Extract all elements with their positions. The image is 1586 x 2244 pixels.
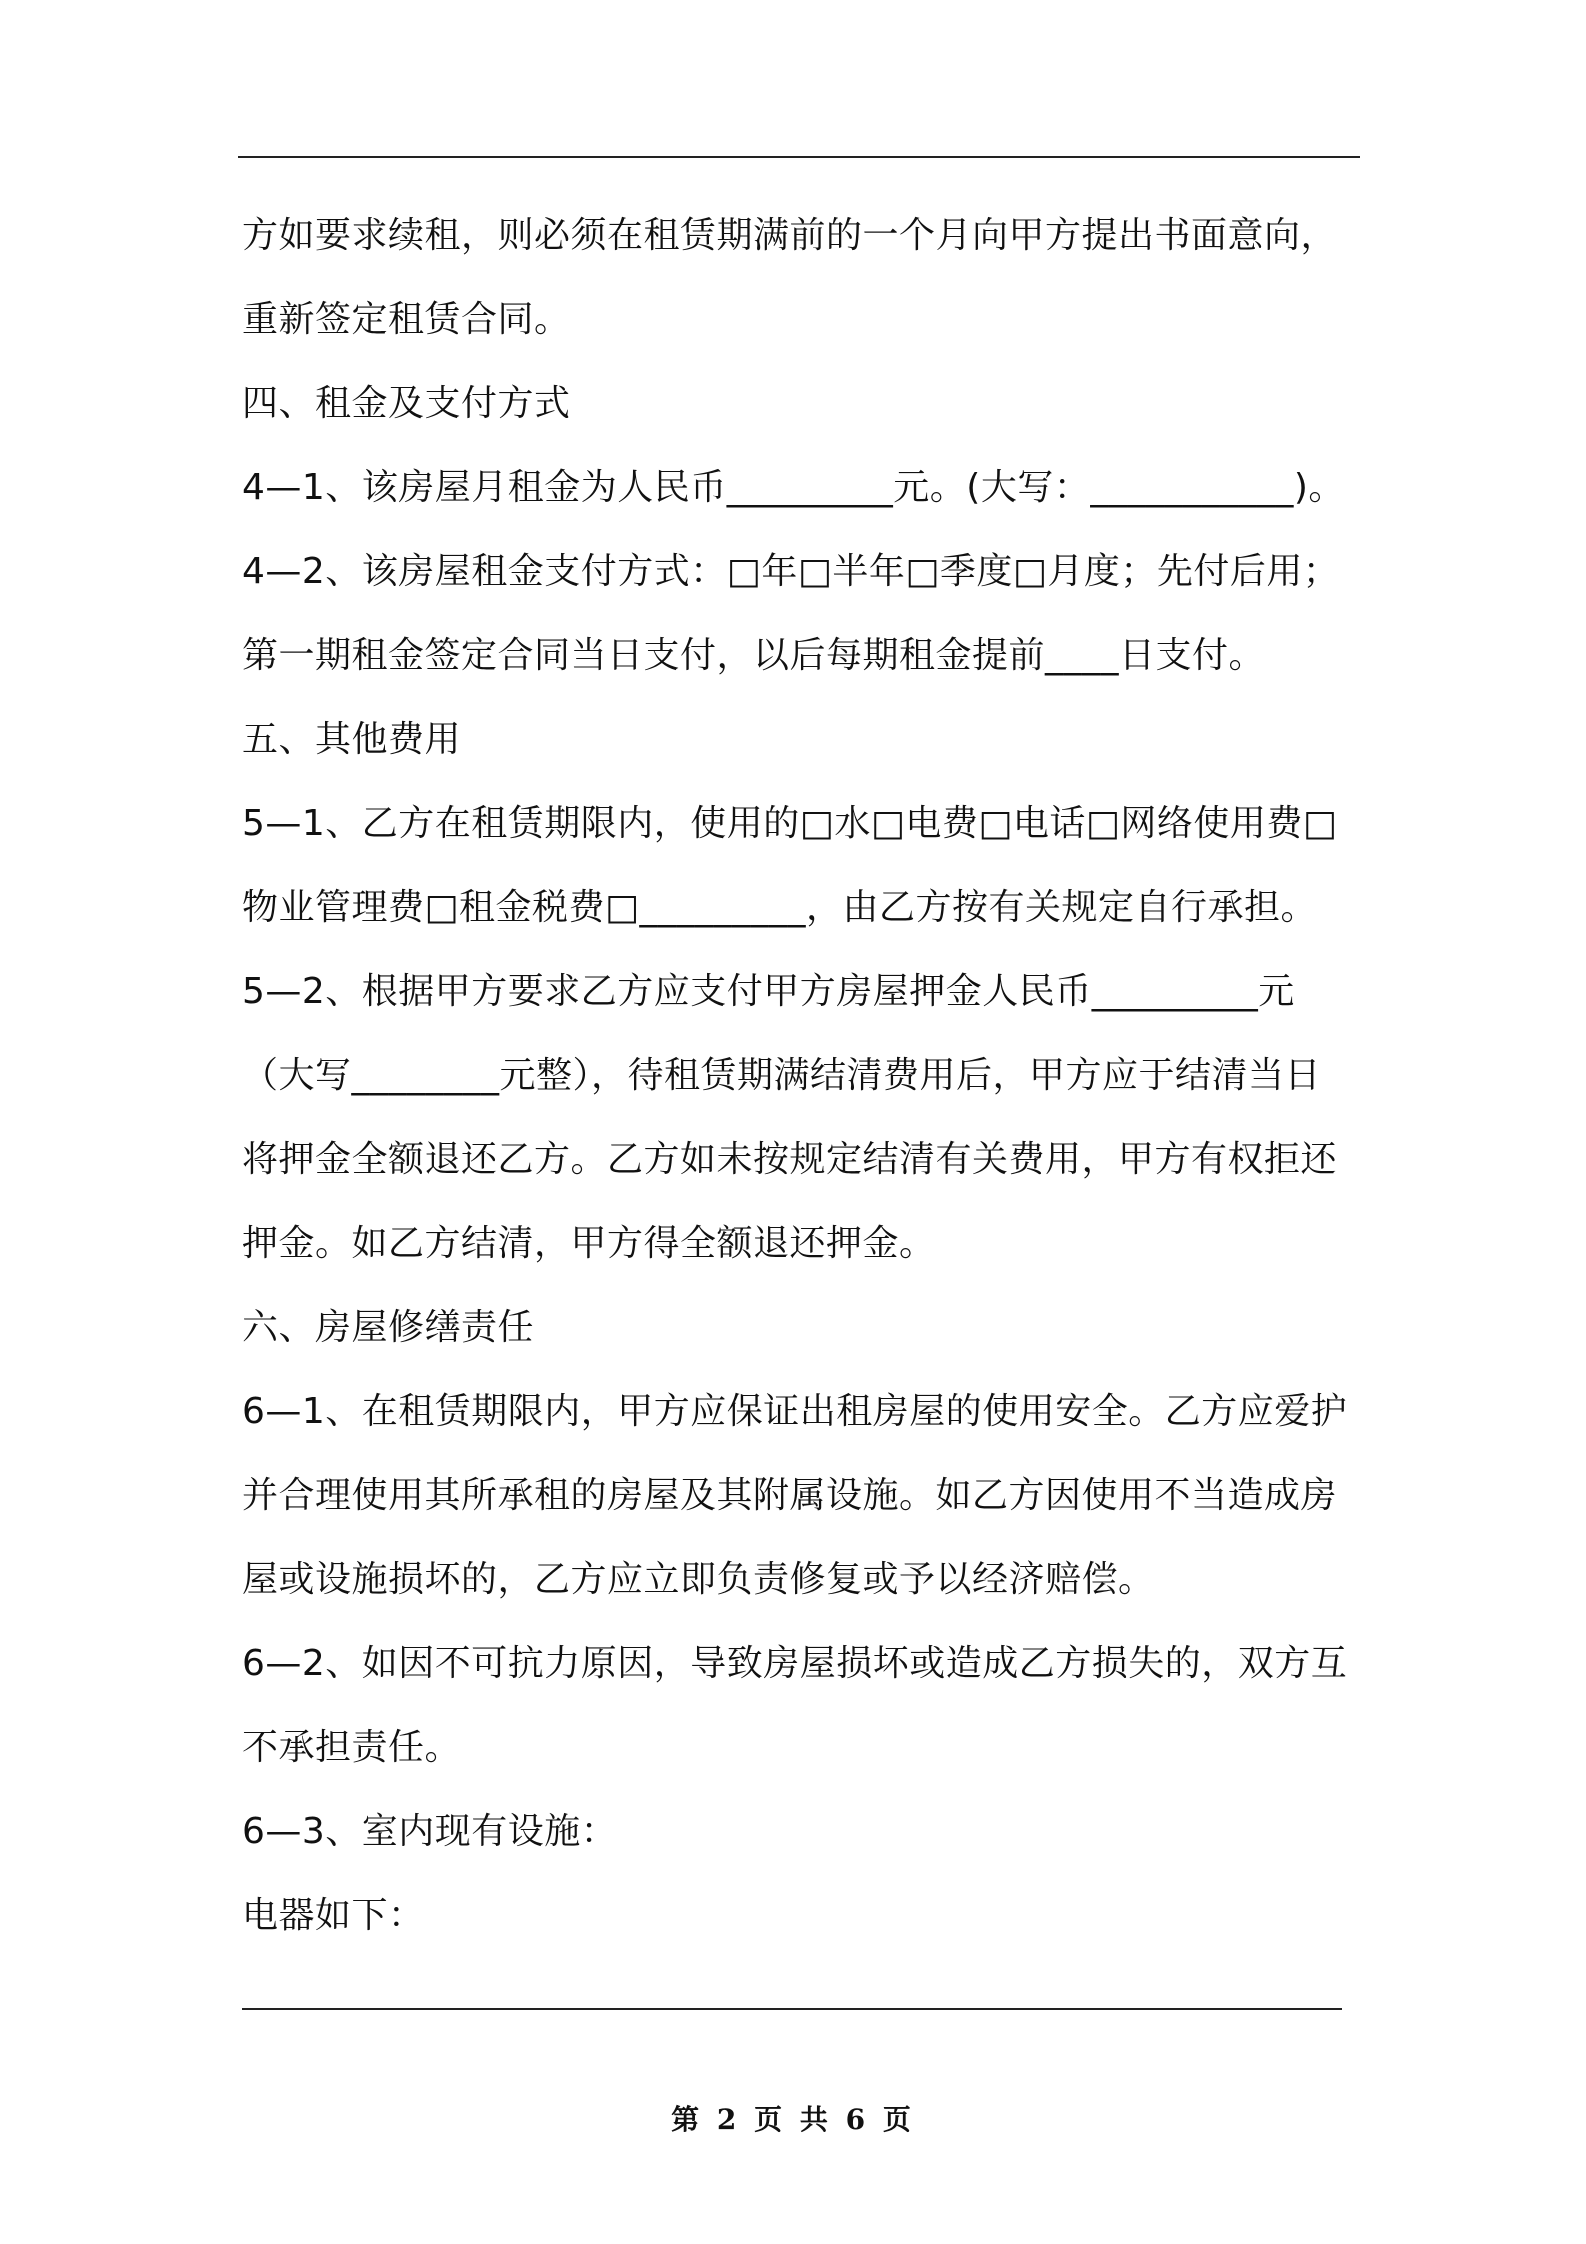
text-line: 5—1、乙方在租赁期限内，使用的□水□电费□电话□网络使用费□ [242, 803, 1338, 844]
text-line: 电器如下： [242, 1895, 425, 1936]
text-line: 方如要求续租，则必须在租赁期满前的一个月向甲方提出书面意向， [242, 215, 1338, 256]
text-line: 4—1、该房屋月租金为人民币_________元。(大写：___________)。 [242, 467, 1345, 508]
text-line: 将押金全额退还乙方。乙方如未按规定结清有关费用，甲方有权拒还 [242, 1139, 1338, 1180]
text-line: 6—3、室内现有设施： [242, 1811, 618, 1852]
text-line: （大写________元整），待租赁期满结清费用后，甲方应于结清当日 [242, 1055, 1322, 1096]
text-line: 并合理使用其所承租的房屋及其附属设施。如乙方因使用不当造成房 [242, 1475, 1338, 1516]
text-line: 6—2、如因不可抗力原因，导致房屋损坏或造成乙方损失的，双方互 [242, 1643, 1348, 1684]
text-line: 6—1、在租赁期限内，甲方应保证出租房屋的使用安全。乙方应爱护 [242, 1391, 1348, 1432]
text-line: 第一期租金签定合同当日支付，以后每期租金提前____日支付。 [242, 635, 1266, 676]
fill-in-blank-line [242, 2008, 1342, 2010]
section-heading: 五、其他费用 [242, 719, 462, 760]
document-body [242, 194, 1372, 1958]
section-heading: 六、房屋修缮责任 [242, 1307, 535, 1348]
page-number: 第 2 页 共 6 页 [671, 2103, 915, 2136]
text-line: 物业管理费□租金税费□_________，由乙方按有关规定自行承担。 [242, 887, 1318, 928]
text-line: 5—2、根据甲方要求乙方应支付甲方房屋押金人民币_________元 [242, 971, 1295, 1012]
text-line: 屋或设施损坏的，乙方应立即负责修复或予以经济赔偿。 [242, 1559, 1155, 1600]
text-line: 押金。如乙方结清，甲方得全额退还押金。 [242, 1223, 936, 1264]
text-line: 4—2、该房屋租金支付方式：□年□半年□季度□月度；先付后用； [242, 551, 1340, 592]
header-rule [238, 156, 1360, 158]
text-line: 重新签定租赁合同。 [242, 299, 571, 340]
section-heading: 四、租金及支付方式 [242, 383, 571, 424]
text-line: 不承担责任。 [242, 1727, 462, 1768]
